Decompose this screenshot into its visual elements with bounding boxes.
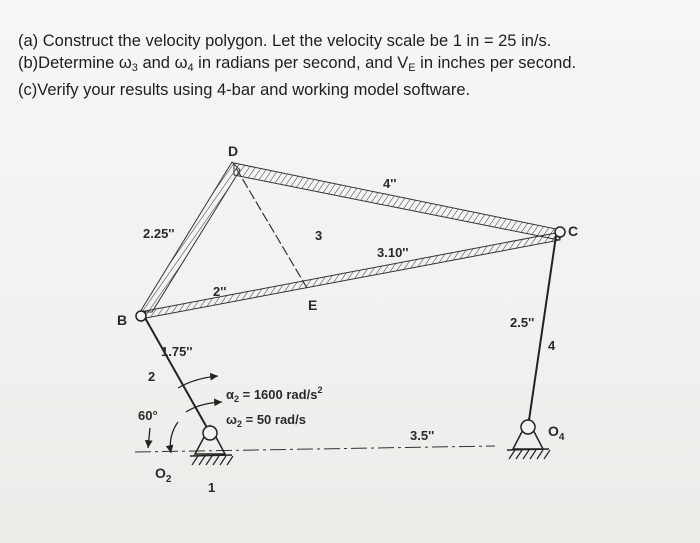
pin-c	[555, 227, 565, 237]
edge-bc	[140, 232, 561, 318]
label-point-b: B	[117, 312, 128, 328]
omega3-subscript: 3	[131, 62, 138, 74]
edge-dc	[234, 163, 561, 240]
omega-symbol: ω	[226, 412, 237, 427]
label-link-o2b: 1.75''	[161, 344, 193, 359]
alpha-subscript: 2	[234, 394, 240, 404]
label-link-num-1: 1	[208, 480, 216, 495]
angle-arc	[170, 422, 178, 453]
part-b-suffix: in inches per second.	[415, 54, 577, 72]
o2-subscript: 2	[165, 474, 172, 485]
o4-subscript: 4	[558, 432, 565, 443]
omega-arrow	[186, 402, 222, 412]
label-pivot-o4	[548, 423, 565, 443]
coupler-link-3	[140, 162, 561, 318]
part-a-text: (a) Construct the velocity polygon. Let the velocity scale be 1 in = 25 in/s.	[18, 32, 552, 50]
alpha-superscript: 2	[317, 385, 323, 395]
omega-subscript: 2	[236, 419, 242, 429]
label-omega2	[226, 412, 306, 429]
ground-line	[135, 446, 495, 452]
label-point-e: E	[308, 297, 318, 313]
label-point-c: C	[568, 223, 579, 239]
label-pivot-o2	[155, 465, 172, 485]
part-b-mid2: in radians per second, and V	[193, 54, 409, 72]
label-link-bd: 2.25''	[143, 226, 175, 241]
label-ground-o2o4: 3.5''	[410, 428, 435, 443]
label-link-3: 3	[315, 228, 323, 243]
label-point-d: D	[228, 143, 239, 159]
link-4	[528, 236, 556, 427]
omega4-subscript: 4	[187, 62, 194, 74]
o2-letter: O	[155, 465, 166, 481]
ground-pivot-o4	[507, 420, 550, 459]
label-link-o4c: 2.5''	[510, 315, 535, 330]
part-b-mid1: and ω	[137, 54, 188, 72]
label-link-num-2: 2	[148, 369, 156, 384]
ground-pivot-o2	[190, 426, 233, 465]
part-c-text: (c)Verify your results using 4-bar and working model software.	[18, 81, 471, 99]
label-link-ce: 3.10''	[377, 245, 409, 260]
label-alpha2	[226, 385, 322, 404]
label-angle: 60°	[138, 408, 158, 423]
part-b-prefix: (b)Determine ω	[18, 54, 132, 72]
label-link-be: 2''	[213, 284, 227, 299]
ve-subscript: E	[408, 62, 416, 74]
o4-letter: O	[548, 423, 559, 439]
alpha-value: = 1600 rad/s	[239, 387, 318, 402]
angle-reference-arrow	[148, 428, 150, 448]
alpha-symbol: α	[226, 387, 234, 402]
label-link-num-4: 4	[548, 338, 556, 353]
pin-b	[136, 311, 146, 321]
label-link-dc: 4''	[383, 176, 397, 191]
omega-value: = 50 rad/s	[242, 412, 306, 427]
